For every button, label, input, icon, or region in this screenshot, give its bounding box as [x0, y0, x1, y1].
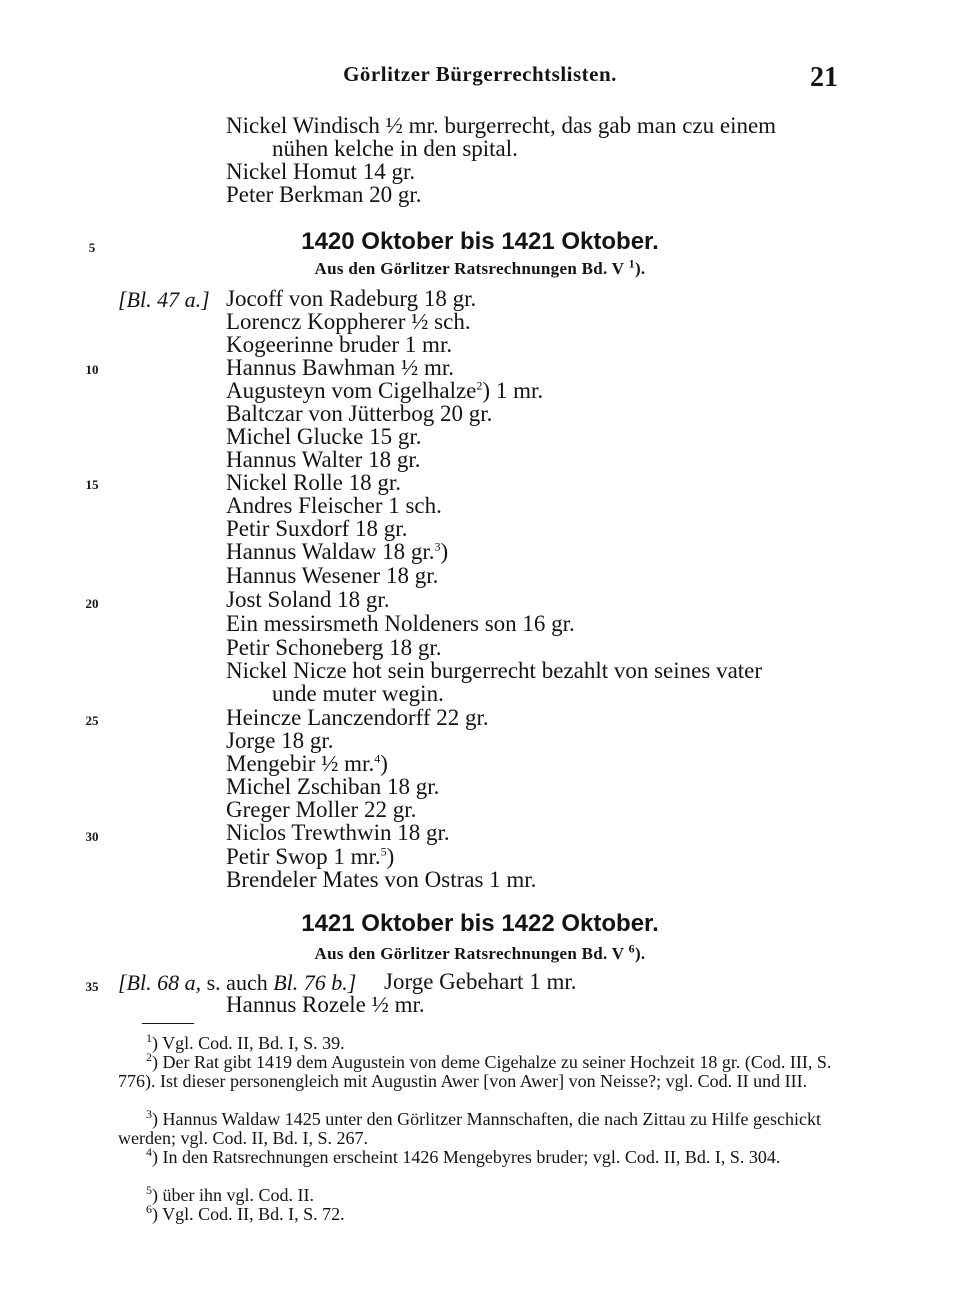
list-item: Nickel Windisch ½ mr. burgerrecht, das gab man czu einem nühen kelche in den spital. [226, 113, 777, 161]
list-item: Brendeler Mates von Ostras 1 mr. [226, 867, 537, 892]
footnote-marker: 1 [628, 256, 635, 271]
list-item: Baltczar von Jütterbog 20 gr. [226, 401, 493, 426]
line-number: 20 [85, 596, 99, 611]
list-item: Petir Schoneberg 18 gr. [226, 635, 442, 660]
footnote-marker: 2 [476, 378, 483, 393]
footnote: $^6$) Vgl. Cod. II, Bd. I, S. 72. [146, 1202, 345, 1224]
footnote-marker: 4 [374, 751, 381, 766]
footnote-marker: 6 [628, 941, 635, 956]
section-heading: 1420 Oktober bis 1421 Oktober. [301, 228, 659, 255]
list-item: Nickel Homut 14 gr. [226, 159, 416, 184]
list-item: Lorencz Koppherer ½ sch. [226, 309, 471, 334]
list-item: Nickel Rolle 18 gr. [226, 470, 402, 495]
footnote: $^1$) Vgl. Cod. II, Bd. I, S. 39. [146, 1031, 345, 1053]
list-item: Hannus Walter 18 gr. [226, 447, 421, 472]
line-number: 35 [85, 979, 99, 994]
line-number: 15 [85, 477, 99, 492]
footnote: $^4$) In den Ratsrechnungen erscheint 1426 Mengebyres bruder; vgl. Cod. II, Bd. I, S. 304. [146, 1145, 781, 1167]
list-item: Heincze Lanczendorff 22 gr. [226, 705, 489, 730]
list-item: Hannus Bawhman ½ mr. [226, 355, 455, 380]
footnote-marker: 5 [380, 844, 387, 859]
list-item: Augusteyn vom Cigelhalze$^2$) 1 mr. [226, 378, 544, 403]
list-item: Jorge Gebehart 1 mr. [384, 969, 577, 994]
page-number: 21 [810, 62, 838, 93]
footnote-divider [142, 1023, 194, 1024]
footnote: $^3$) Hannus Waldaw 1425 unter den Görlitzer Mannschaften, die nach Zittau zu Hilfe geschickt werden; vgl. Cod. II, Bd. I, S. 267. [118, 1107, 821, 1148]
list-item: Kogeerinne bruder 1 mr. [226, 332, 453, 357]
footnote: $^5$) über ihn vgl. Cod. II. [146, 1183, 314, 1205]
list-item: Greger Moller 22 gr. [226, 797, 417, 822]
section-source: Aus den Görlitzer Ratsrechnungen Bd. V $^6$). [314, 941, 646, 963]
footnote: $^2$) Der Rat gibt 1419 dem Augustein von deme Cigehalze zu seiner Hochzeit 18 gr. (Cod. III, S. 776). Ist dieser personengleich mit Augustin Awer [von Awer] von Neisse?; vgl. Cod. II und III. [118, 1050, 832, 1091]
list-item: Michel Zschiban 18 gr. [226, 774, 440, 799]
footnote-marker: 3 [434, 539, 441, 554]
list-item: Hannus Waldaw 18 gr.$^3$) [226, 539, 449, 564]
list-item: Jorge 18 gr. [226, 728, 334, 753]
list-item: Jost Soland 18 gr. [226, 587, 390, 612]
line-number: 10 [85, 362, 99, 377]
section-heading: 1421 Oktober bis 1422 Oktober. [301, 910, 659, 937]
list-item: Peter Berkman 20 gr. [226, 182, 422, 207]
list-item: Mengebir ½ mr.$^4$) [226, 751, 388, 776]
list-item: Nickel Nicze hot sein burgerrecht bezahlt von seines vater unde muter wegin. [226, 658, 763, 706]
folio-reference: [Bl. 68 a, s. auch Bl. 76 b.] [118, 970, 357, 995]
section-source: Aus den Görlitzer Ratsrechnungen Bd. V $^1$). [314, 256, 646, 278]
list-item: Andres Fleischer 1 sch. [226, 493, 442, 518]
line-number: 25 [85, 713, 99, 728]
list-item: Petir Swop 1 mr.$^5$) [226, 844, 395, 869]
line-number: 5 [88, 240, 96, 255]
list-item: Petir Suxdorf 18 gr. [226, 516, 408, 541]
list-item: Michel Glucke 15 gr. [226, 424, 422, 449]
folio-reference: [Bl. 47 a.] [118, 287, 210, 312]
line-number: 30 [85, 829, 99, 844]
list-item: Niclos Trewthwin 18 gr. [226, 820, 450, 845]
list-item: Ein messirsmeth Noldeners son 16 gr. [226, 611, 575, 636]
running-header: Görlitzer Bürgerrechtslisten. [343, 62, 617, 86]
list-item: Hannus Rozele ½ mr. [226, 992, 425, 1017]
list-item: Hannus Wesener 18 gr. [226, 563, 439, 588]
list-item: Jocoff von Radeburg 18 gr. [226, 286, 477, 311]
